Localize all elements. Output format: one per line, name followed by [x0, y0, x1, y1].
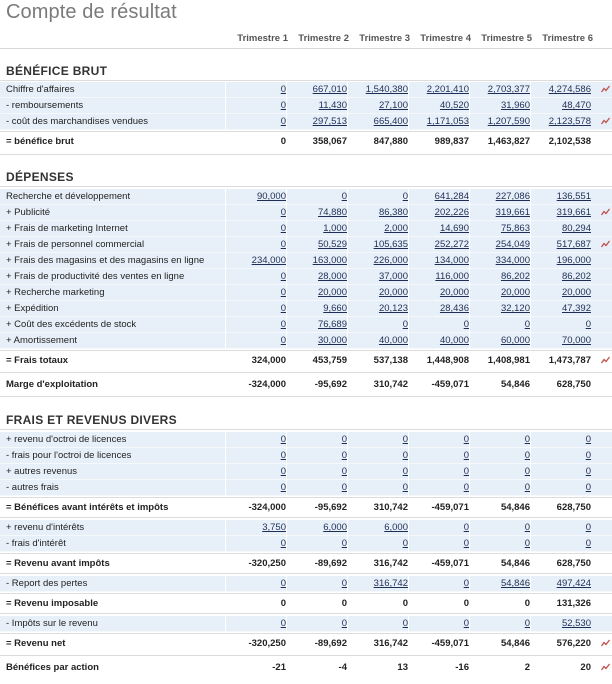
cell-taxable-income-q2: 0 — [341, 598, 347, 609]
row-label: = Revenu avant impôts — [6, 558, 110, 569]
cell-other-costs-q1[interactable]: 0 — [280, 482, 286, 493]
column-header-q5: Trimestre 5 — [481, 33, 532, 44]
cell-internet-marketing-q4[interactable]: 14,690 — [439, 223, 469, 234]
cell-sales-staff-q1[interactable]: 0 — [280, 239, 286, 250]
row-label: + revenu d'intérêts — [6, 522, 85, 533]
row-store-costs — [0, 253, 612, 269]
cell-income-tax-q5[interactable]: 0 — [524, 618, 530, 629]
cell-interest-income-q3[interactable]: 6,000 — [384, 522, 408, 533]
row-divider — [0, 154, 612, 155]
cell-other-income-q6[interactable]: 0 — [585, 466, 591, 477]
cell-eps-q3: 13 — [397, 662, 408, 673]
cell-revenue-q3[interactable]: 1,540,380 — [365, 84, 408, 95]
trend-chart-icon[interactable] — [601, 208, 610, 216]
column-header-q4: Trimestre 4 — [420, 33, 471, 44]
row-label: + Frais de marketing Internet — [6, 223, 128, 234]
row-sales-productivity — [0, 269, 612, 285]
cell-cogs-q5[interactable]: 1,207,590 — [487, 116, 530, 127]
row-label: + autres revenus — [6, 466, 78, 477]
cell-operating-margin-q4: -459,071 — [431, 379, 469, 390]
cell-refunds-q4[interactable]: 40,520 — [439, 100, 469, 111]
cell-license-costs-q1[interactable]: 0 — [280, 450, 286, 461]
cell-license-income-q6[interactable]: 0 — [585, 434, 591, 445]
cell-cogs-q1[interactable]: 0 — [280, 116, 286, 127]
cell-amortization-q6[interactable]: 70,000 — [561, 335, 591, 346]
cell-cogs-q3[interactable]: 665,400 — [373, 116, 408, 127]
cell-interest-income-q4[interactable]: 0 — [463, 522, 469, 533]
cell-total-expenses-q1: 324,000 — [251, 355, 286, 366]
row-divider — [0, 350, 612, 351]
column-header-q2: Trimestre 2 — [298, 33, 349, 44]
cell-license-income-q3[interactable]: 0 — [402, 434, 408, 445]
cell-rnd-q2[interactable]: 0 — [341, 191, 347, 202]
cell-internet-marketing-q6[interactable]: 80,294 — [561, 223, 591, 234]
cell-shipping-q6[interactable]: 47,392 — [561, 303, 591, 314]
cell-revenue-q2[interactable]: 667,010 — [312, 84, 347, 95]
row-label: Marge d'exploitation — [6, 379, 98, 390]
cell-interest-income-q5[interactable]: 0 — [524, 522, 530, 533]
cell-loss-carryforward-q5[interactable]: 54,846 — [500, 578, 530, 589]
row-label: - frais pour l'octroi de licences — [6, 450, 132, 461]
cell-sales-productivity-q5[interactable]: 86,202 — [500, 271, 530, 282]
cell-net-income-q6: 576,220 — [556, 638, 591, 649]
cell-marketing-research-q3[interactable]: 20,000 — [378, 287, 408, 298]
cell-net-income-q2: -89,692 — [314, 638, 347, 649]
cell-license-income-q1[interactable]: 0 — [280, 434, 286, 445]
row-divider — [0, 372, 612, 373]
cell-marketing-research-q1[interactable]: 0 — [280, 287, 286, 298]
row-label: - Report des pertes — [6, 578, 88, 589]
cell-taxable-income-q5: 0 — [524, 598, 530, 609]
cell-eps-q6: 20 — [580, 662, 591, 673]
cell-store-costs-q6[interactable]: 196,000 — [556, 255, 591, 266]
cell-internet-marketing-q3[interactable]: 2,000 — [384, 223, 408, 234]
row-loss-carryforward — [0, 576, 612, 592]
cell-ebit-q2: -95,692 — [314, 502, 347, 513]
cell-ebit-q6: 628,750 — [556, 502, 591, 513]
cell-taxable-income-q6: 131,326 — [556, 598, 591, 609]
row-taxable-income — [0, 596, 612, 612]
cell-cogs-q2[interactable]: 297,513 — [312, 116, 347, 127]
row-divider — [0, 593, 612, 594]
cell-amortization-q4[interactable]: 40,000 — [439, 335, 469, 346]
cell-pretax-income-q1: -320,250 — [248, 558, 286, 569]
cell-rnd-q1[interactable]: 90,000 — [256, 191, 286, 202]
row-excess-stock — [0, 317, 612, 333]
cell-income-tax-q4[interactable]: 0 — [463, 618, 469, 629]
row-label: = Revenu imposable — [6, 598, 99, 609]
section-title-gross: BÉNÉFICE BRUT — [6, 64, 108, 78]
cell-gross-profit-q5: 1,463,827 — [487, 136, 530, 147]
cell-store-costs-q4[interactable]: 134,000 — [434, 255, 469, 266]
cell-sales-productivity-q4[interactable]: 116,000 — [435, 271, 469, 282]
cell-revenue-q1[interactable]: 0 — [280, 84, 286, 95]
row-label: - frais d'intérêt — [6, 538, 66, 549]
column-header-q6: Trimestre 6 — [542, 33, 593, 44]
column-header-q1: Trimestre 1 — [237, 33, 288, 44]
cell-gross-profit-q2: 358,067 — [312, 136, 347, 147]
cell-interest-costs-q2[interactable]: 0 — [341, 538, 347, 549]
cell-internet-marketing-q5[interactable]: 75,863 — [500, 223, 530, 234]
cell-total-expenses-q5: 1,408,981 — [487, 355, 530, 366]
cell-internet-marketing-q2[interactable]: 1,000 — [323, 223, 347, 234]
row-label: + Amortissement — [6, 335, 78, 346]
row-divider — [0, 553, 612, 554]
trend-chart-icon[interactable] — [601, 356, 610, 364]
row-divider — [0, 131, 612, 132]
row-license-costs — [0, 448, 612, 464]
row-label: = Revenu net — [6, 638, 66, 649]
cell-rnd-q6[interactable]: 136,551 — [556, 191, 591, 202]
cell-rnd-q4[interactable]: 641,284 — [434, 191, 469, 202]
row-label: Recherche et développement — [6, 191, 131, 202]
cell-sales-productivity-q2[interactable]: 28,000 — [317, 271, 347, 282]
cell-sales-staff-q2[interactable]: 50,529 — [317, 239, 347, 250]
cell-advertising-q4[interactable]: 202,226 — [434, 207, 469, 218]
cell-interest-costs-q4[interactable]: 0 — [463, 538, 469, 549]
cell-net-income-q3: 316,742 — [373, 638, 408, 649]
trend-chart-icon[interactable] — [601, 85, 610, 93]
cell-refunds-q6[interactable]: 48,470 — [561, 100, 591, 111]
cell-sales-staff-q4[interactable]: 252,272 — [434, 239, 469, 250]
cell-interest-costs-q3[interactable]: 0 — [402, 538, 408, 549]
cell-excess-stock-q4[interactable]: 0 — [463, 319, 469, 330]
section-title-expenses: DÉPENSES — [6, 170, 74, 184]
row-cogs — [0, 114, 612, 130]
cell-income-tax-q1[interactable]: 0 — [280, 618, 286, 629]
cell-excess-stock-q1[interactable]: 0 — [280, 319, 286, 330]
cell-loss-carryforward-q3[interactable]: 316,742 — [373, 578, 408, 589]
cell-gross-profit-q6: 2,102,538 — [548, 136, 591, 147]
cell-operating-margin-q1: -324,000 — [248, 379, 286, 390]
row-label: + Publicité — [6, 207, 51, 218]
row-interest-income — [0, 520, 612, 536]
cell-other-costs-q5[interactable]: 0 — [524, 482, 530, 493]
cell-other-costs-q2[interactable]: 0 — [341, 482, 347, 493]
cell-interest-costs-q1[interactable]: 0 — [280, 538, 286, 549]
cell-advertising-q6[interactable]: 319,661 — [556, 207, 591, 218]
row-divider — [0, 655, 612, 656]
cell-shipping-q3[interactable]: 20,123 — [378, 303, 408, 314]
cell-shipping-q5[interactable]: 32,120 — [500, 303, 530, 314]
row-label: + Coût des excédents de stock — [6, 319, 137, 330]
cell-license-income-q5[interactable]: 0 — [524, 434, 530, 445]
cell-cogs-q4[interactable]: 1,171,053 — [426, 116, 469, 127]
cell-sales-productivity-q6[interactable]: 86,202 — [561, 271, 591, 282]
cell-loss-carryforward-q2[interactable]: 0 — [341, 578, 347, 589]
row-gross-profit — [0, 134, 612, 150]
cell-loss-carryforward-q1[interactable]: 0 — [280, 578, 286, 589]
row-eps — [0, 660, 612, 676]
cell-other-income-q1[interactable]: 0 — [280, 466, 286, 477]
row-label: - autres frais — [6, 482, 59, 493]
cell-other-costs-q6[interactable]: 0 — [585, 482, 591, 493]
row-divider — [0, 80, 612, 81]
cell-rnd-q3[interactable]: 0 — [402, 191, 408, 202]
row-label: + Frais de productivité des ventes en ligne — [6, 271, 185, 282]
cell-income-tax-q2[interactable]: 0 — [341, 618, 347, 629]
row-rnd — [0, 189, 612, 205]
cell-excess-stock-q3[interactable]: 0 — [402, 319, 408, 330]
cell-operating-margin-q6: 628,750 — [556, 379, 591, 390]
cell-interest-income-q1[interactable]: 3,750 — [262, 522, 286, 533]
cell-store-costs-q3[interactable]: 226,000 — [373, 255, 408, 266]
row-label: + Expédition — [6, 303, 59, 314]
cell-sales-productivity-q1[interactable]: 0 — [280, 271, 286, 282]
cell-license-costs-q4[interactable]: 0 — [463, 450, 469, 461]
row-internet-marketing — [0, 221, 612, 237]
cell-license-income-q4[interactable]: 0 — [463, 434, 469, 445]
row-divider — [0, 429, 612, 430]
cell-ebit-q4: -459,071 — [431, 502, 469, 513]
cell-cogs-q6[interactable]: 2,123,578 — [548, 116, 591, 127]
cell-store-costs-q2[interactable]: 163,000 — [312, 255, 347, 266]
cell-other-income-q2[interactable]: 0 — [341, 466, 347, 477]
cell-revenue-q4[interactable]: 2,201,410 — [426, 84, 469, 95]
cell-pretax-income-q5: 54,846 — [500, 558, 530, 569]
cell-revenue-q5[interactable]: 2,703,377 — [487, 84, 530, 95]
cell-gross-profit-q1: 0 — [280, 136, 286, 147]
cell-refunds-q1[interactable]: 0 — [280, 100, 286, 111]
row-operating-margin — [0, 377, 612, 393]
cell-loss-carryforward-q6[interactable]: 497,424 — [556, 578, 591, 589]
cell-excess-stock-q6[interactable]: 0 — [585, 319, 591, 330]
cell-gross-profit-q3: 847,880 — [373, 136, 408, 147]
row-amortization — [0, 333, 612, 349]
cell-eps-q5: 2 — [524, 662, 530, 673]
cell-ebit-q1: -324,000 — [248, 502, 286, 513]
cell-other-income-q5[interactable]: 0 — [524, 466, 530, 477]
cell-pretax-income-q6: 628,750 — [556, 558, 591, 569]
cell-total-expenses-q2: 453,759 — [312, 355, 347, 366]
cell-eps-q1: -21 — [272, 662, 286, 673]
row-other-costs — [0, 480, 612, 496]
cell-marketing-research-q4[interactable]: 20,000 — [439, 287, 469, 298]
cell-refunds-q5[interactable]: 31,960 — [500, 100, 530, 111]
cell-total-expenses-q6: 1,473,787 — [548, 355, 591, 366]
cell-income-tax-q3[interactable]: 0 — [402, 618, 408, 629]
cell-net-income-q4: -459,071 — [431, 638, 469, 649]
cell-net-income-q1: -320,250 — [248, 638, 286, 649]
row-other-income — [0, 464, 612, 480]
column-header-q3: Trimestre 3 — [359, 33, 410, 44]
cell-interest-costs-q6[interactable]: 0 — [585, 538, 591, 549]
page-title: Compte de résultat — [6, 1, 177, 23]
cell-ebit-q3: 310,742 — [373, 502, 408, 513]
cell-shipping-q1[interactable]: 0 — [280, 303, 286, 314]
cell-marketing-research-q6[interactable]: 20,000 — [561, 287, 591, 298]
cell-sales-staff-q3[interactable]: 105,635 — [373, 239, 408, 250]
cell-license-costs-q2[interactable]: 0 — [341, 450, 347, 461]
row-divider — [0, 497, 612, 498]
cell-marketing-research-q5[interactable]: 20,000 — [500, 287, 530, 298]
cell-ebit-q5: 54,846 — [500, 502, 530, 513]
row-label: + revenu d'octroi de licences — [6, 434, 127, 445]
cell-sales-staff-q5[interactable]: 254,049 — [495, 239, 530, 250]
cell-eps-q2: -4 — [338, 662, 347, 673]
row-sales-staff — [0, 237, 612, 253]
cell-other-costs-q3[interactable]: 0 — [402, 482, 408, 493]
cell-marketing-research-q2[interactable]: 20,000 — [317, 287, 347, 298]
row-label: + Frais de personnel commercial — [6, 239, 145, 250]
cell-shipping-q4[interactable]: 28,436 — [439, 303, 469, 314]
row-divider — [0, 633, 612, 634]
cell-other-costs-q4[interactable]: 0 — [463, 482, 469, 493]
cell-license-costs-q3[interactable]: 0 — [402, 450, 408, 461]
row-pretax-income — [0, 556, 612, 572]
row-net-income — [0, 636, 612, 652]
cell-interest-income-q6[interactable]: 0 — [585, 522, 591, 533]
cell-sales-staff-q6[interactable]: 517,687 — [556, 239, 591, 250]
cell-internet-marketing-q1[interactable]: 0 — [280, 223, 286, 234]
row-label: = Bénéfices avant intérêts et impôts — [6, 502, 169, 513]
cell-advertising-q3[interactable]: 86,380 — [378, 207, 408, 218]
row-revenue — [0, 82, 612, 98]
header-divider — [0, 48, 612, 49]
cell-advertising-q1[interactable]: 0 — [280, 207, 286, 218]
row-label: + Frais des magasins et des magasins en ligne — [6, 255, 205, 266]
cell-pretax-income-q3: 316,742 — [373, 558, 408, 569]
cell-operating-margin-q2: -95,692 — [314, 379, 347, 390]
row-divider — [0, 186, 612, 187]
cell-pretax-income-q4: -459,071 — [431, 558, 469, 569]
cell-license-costs-q5[interactable]: 0 — [524, 450, 530, 461]
row-marketing-research — [0, 285, 612, 301]
cell-gross-profit-q4: 989,837 — [434, 136, 469, 147]
row-divider — [0, 396, 612, 397]
row-total-expenses — [0, 353, 612, 369]
cell-license-income-q2[interactable]: 0 — [341, 434, 347, 445]
row-label: = Frais totaux — [6, 355, 69, 366]
cell-operating-margin-q5: 54,846 — [500, 379, 530, 390]
cell-interest-costs-q5[interactable]: 0 — [524, 538, 530, 549]
cell-eps-q4: -16 — [455, 662, 469, 673]
cell-rnd-q5[interactable]: 227,086 — [495, 191, 530, 202]
row-label: Bénéfices par action — [6, 662, 99, 673]
cell-pretax-income-q2: -89,692 — [314, 558, 347, 569]
row-shipping — [0, 301, 612, 317]
cell-sales-productivity-q3[interactable]: 37,000 — [378, 271, 408, 282]
trend-chart-icon[interactable] — [601, 117, 610, 125]
cell-excess-stock-q2[interactable]: 76,689 — [317, 319, 347, 330]
cell-total-expenses-q3: 537,138 — [373, 355, 408, 366]
cell-loss-carryforward-q4[interactable]: 0 — [463, 578, 469, 589]
row-refunds — [0, 98, 612, 114]
cell-amortization-q2[interactable]: 30,000 — [317, 335, 347, 346]
cell-refunds-q3[interactable]: 27,100 — [378, 100, 408, 111]
row-label: + Recherche marketing — [6, 287, 105, 298]
row-label: = bénéfice brut — [6, 136, 74, 147]
trend-chart-icon[interactable] — [601, 240, 610, 248]
cell-net-income-q5: 54,846 — [500, 638, 530, 649]
cell-excess-stock-q5[interactable]: 0 — [524, 319, 530, 330]
cell-advertising-q2[interactable]: 74,880 — [317, 207, 347, 218]
cell-operating-margin-q3: 310,742 — [373, 379, 408, 390]
row-label: - Impôts sur le revenu — [6, 618, 98, 629]
cell-license-costs-q6[interactable]: 0 — [585, 450, 591, 461]
cell-amortization-q1[interactable]: 0 — [280, 335, 286, 346]
cell-taxable-income-q1: 0 — [280, 598, 286, 609]
cell-interest-income-q2[interactable]: 6,000 — [323, 522, 347, 533]
row-income-tax — [0, 616, 612, 632]
row-ebit — [0, 500, 612, 516]
cell-refunds-q2[interactable]: 11,430 — [318, 100, 347, 111]
row-label: Chiffre d'affaires — [6, 84, 75, 95]
row-license-income — [0, 432, 612, 448]
cell-revenue-q6[interactable]: 4,274,586 — [548, 84, 591, 95]
column-headers — [0, 33, 612, 46]
cell-taxable-income-q4: 0 — [463, 598, 469, 609]
cell-advertising-q5[interactable]: 319,661 — [495, 207, 530, 218]
row-advertising — [0, 205, 612, 221]
row-divider — [0, 517, 612, 518]
cell-income-tax-q6[interactable]: 52,530 — [561, 618, 591, 629]
cell-amortization-q5[interactable]: 60,000 — [500, 335, 530, 346]
row-interest-costs — [0, 536, 612, 552]
cell-amortization-q3[interactable]: 40,000 — [378, 335, 408, 346]
row-divider — [0, 573, 612, 574]
cell-taxable-income-q3: 0 — [402, 598, 408, 609]
section-title-other: FRAIS ET REVENUS DIVERS — [6, 413, 177, 427]
trend-chart-icon[interactable] — [601, 639, 610, 647]
cell-store-costs-q1[interactable]: 234,000 — [251, 255, 286, 266]
row-label: - coût des marchandises vendues — [6, 116, 149, 127]
row-label: - remboursements — [6, 100, 84, 111]
trend-chart-icon[interactable] — [601, 663, 610, 671]
cell-other-income-q4[interactable]: 0 — [463, 466, 469, 477]
cell-store-costs-q5[interactable]: 334,000 — [495, 255, 530, 266]
cell-total-expenses-q4: 1,448,908 — [426, 355, 469, 366]
cell-other-income-q3[interactable]: 0 — [402, 466, 408, 477]
cell-shipping-q2[interactable]: 9,660 — [323, 303, 347, 314]
row-divider — [0, 613, 612, 614]
